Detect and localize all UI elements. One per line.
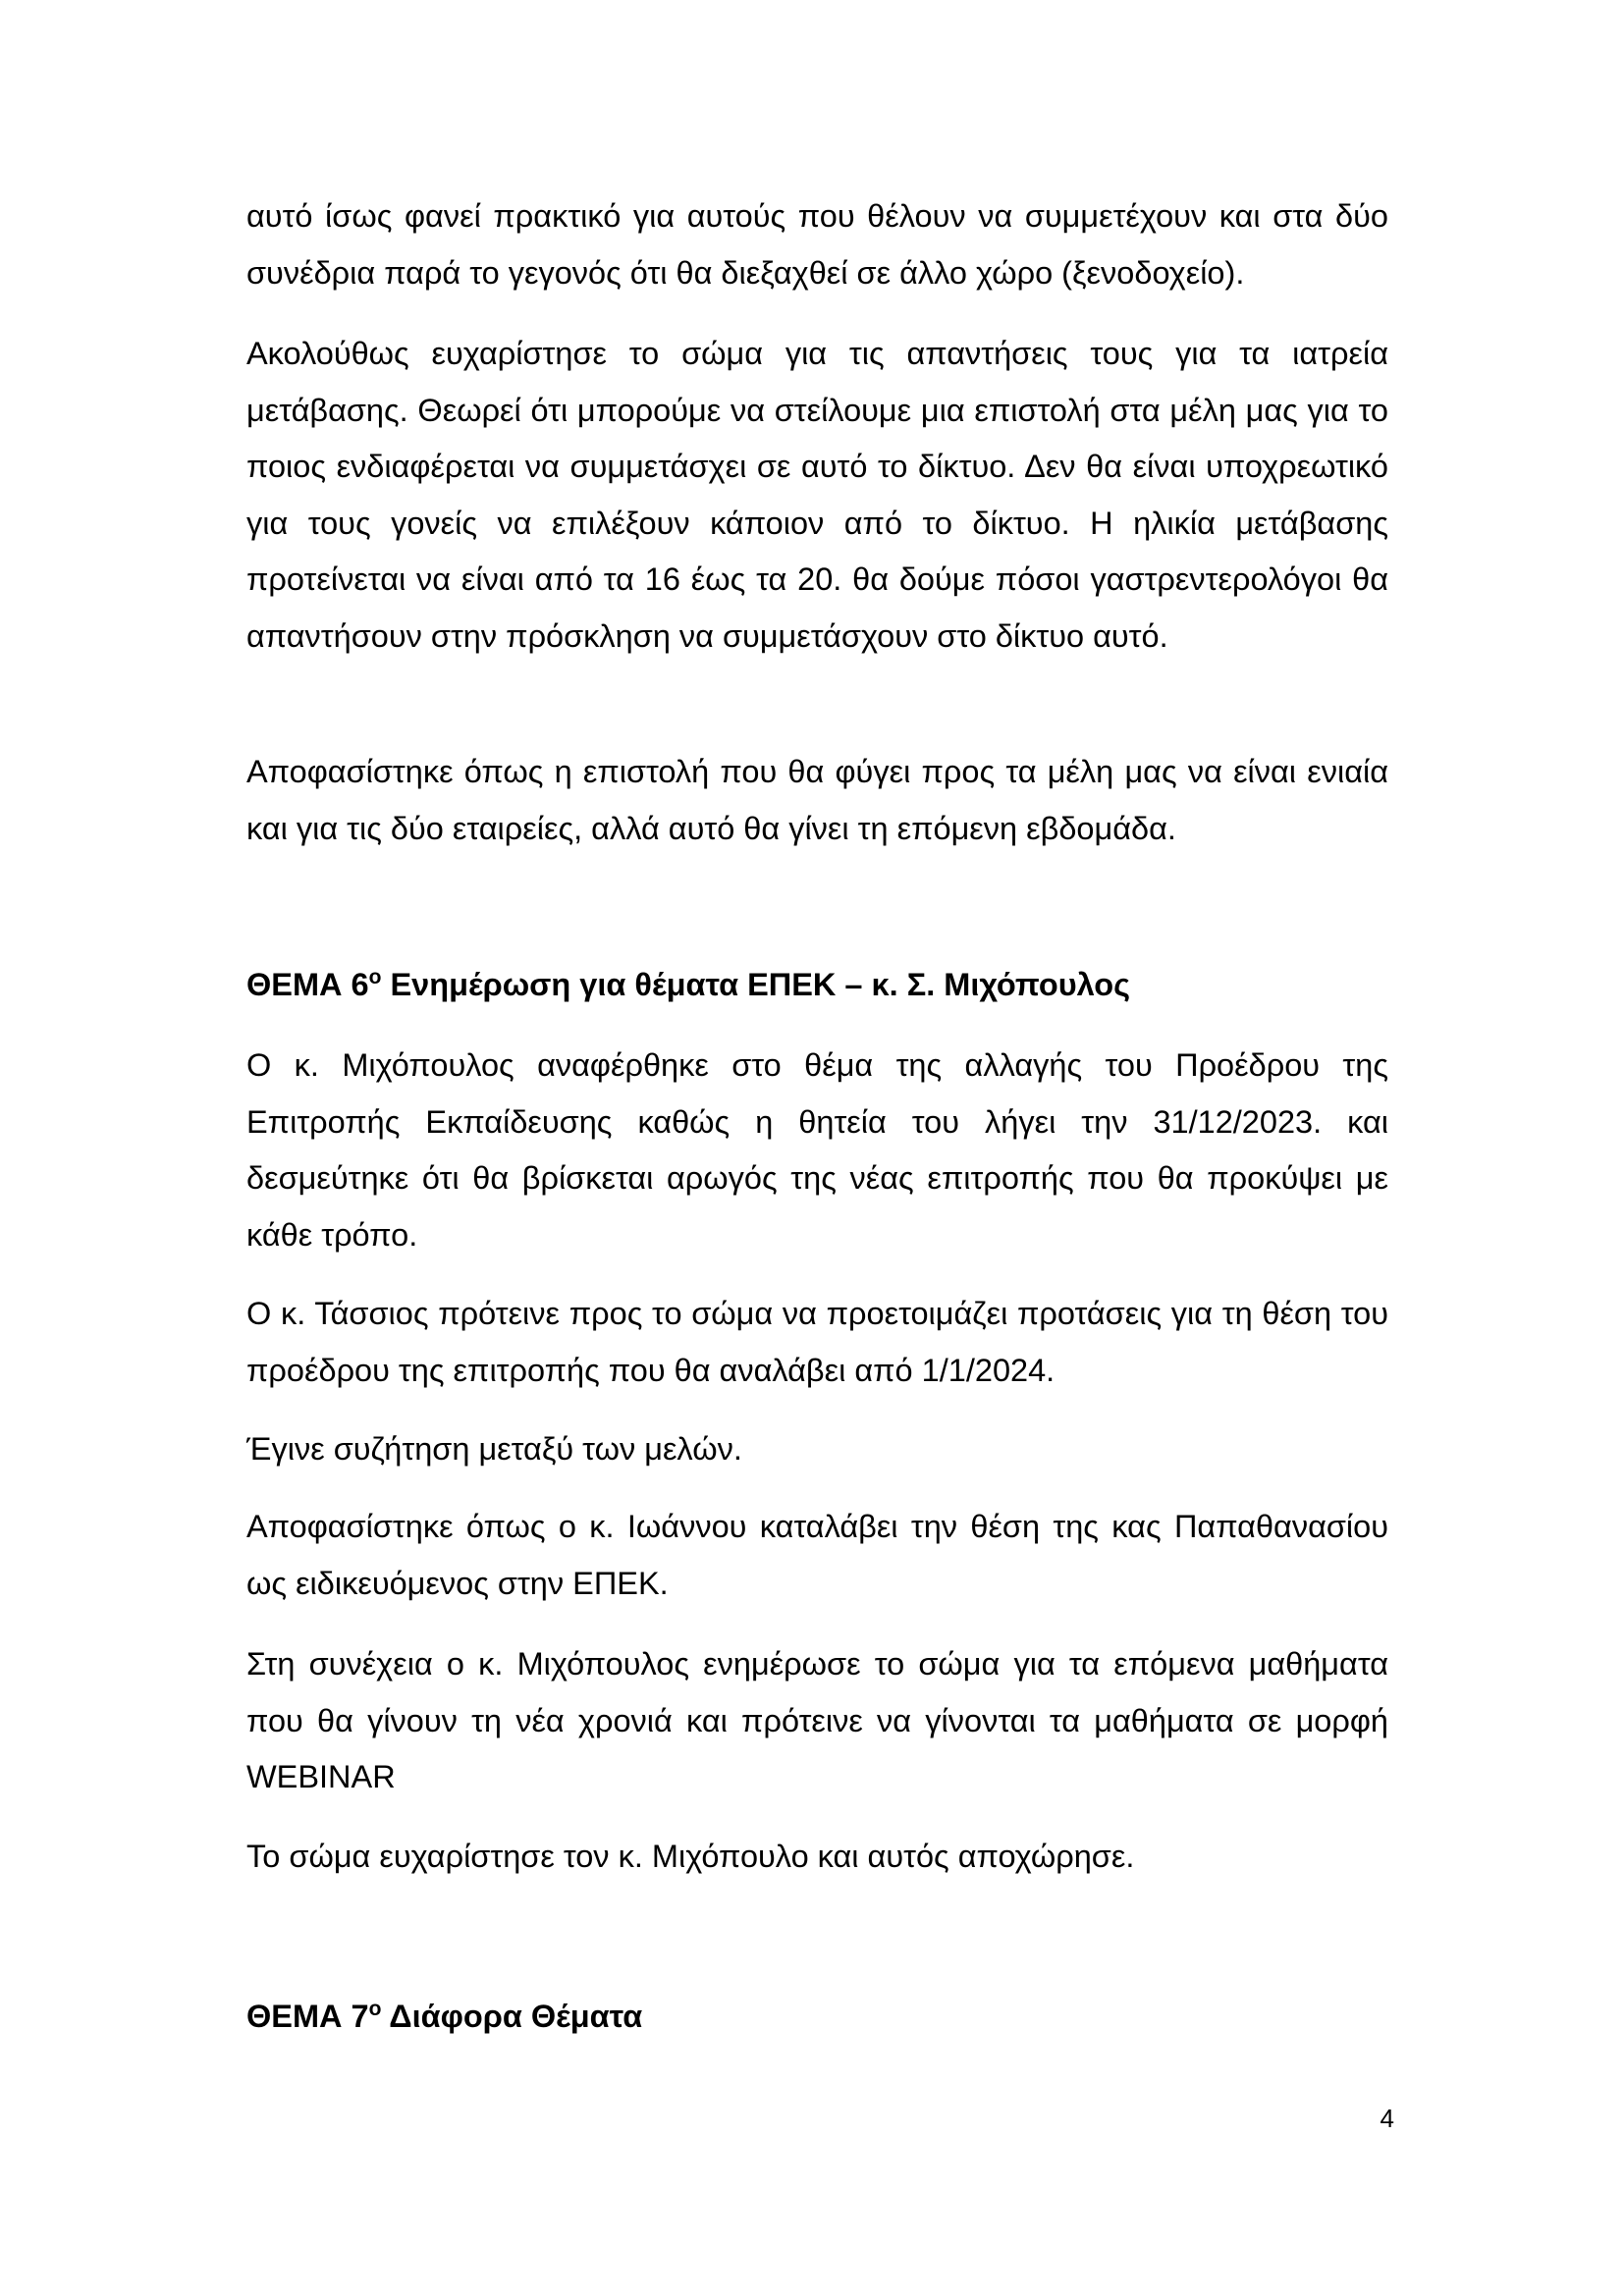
section-6-heading xyxy=(246,957,1388,1014)
paragraph-tassios-proposal: Ο κ. Τάσσιος πρότεινε προς το σώμα να προετοιμάζει προτάσεις για τη θέση του προέδρου της επιτροπής που θα αναλάβει από 1/1/2024. xyxy=(246,1296,1388,1388)
paragraph-ioannou-decision: Αποφασίστηκε όπως ο κ. Ιωάννου καταλάβει την θέση της κας Παπαθανασίου ως ειδικευόμενος στην ΕΠΕΚ. xyxy=(246,1509,1388,1601)
section-7-prefix: ΘΕΜΑ 7 xyxy=(246,1999,369,2034)
paragraph-discussion: Έγινε συζήτηση μεταξύ των μελών. xyxy=(246,1431,742,1467)
paragraph-transition-clinics: Ακολούθως ευχαρίστησε το σώμα για τις απαντήσεις τους για τα ιατρεία μετάβασης. Θεωρεί ότι μπορούμε να στείλουμε μια επιστολή στα μέλη μας για το ποιος ενδιαφέρεται να συμμετάσχει σε αυτό το δίκτυο. Δεν θα είναι υποχρεωτικό για τους γονείς να επιλέξουν κάποιον από το δίκτυο. Η ηλικία μετάβασης προτείνεται να είναι από τα 16 έως τα 20. θα δούμε πόσοι γαστρεντερολόγοι θα απαντήσουν στην πρόσκληση να συμμετάσχουν στο δίκτυο αυτό. xyxy=(246,336,1388,654)
section-7-heading xyxy=(246,1989,1388,2046)
page-number: 4 xyxy=(1380,2104,1394,2133)
section-7-title: Διάφορα Θέματα xyxy=(381,1999,643,2034)
paragraph-president-change: Ο κ. Μιχόπουλος αναφέρθηκε στο θέμα της αλλαγής του Προέδρου της Επιτροπής Εκπαίδευσης καθώς η θητεία του λήγει την 31/12/2023. και δεσμεύτηκε ότι θα βρίσκεται αρωγός της νέας επιτροπής που θα προκύψει με κάθε τρόπο. xyxy=(246,1047,1388,1253)
paragraph-joint-letter-decision: Αποφασίστηκε όπως η επιστολή που θα φύγει προς τα μέλη μας να είναι ενιαία και για τις δύο εταιρείες, αλλά αυτό θα γίνει τη επόμενη εβδομάδα. xyxy=(246,754,1388,846)
section-6-prefix: ΘΕΜΑ 6 xyxy=(246,967,369,1002)
paragraph-conference-venue: αυτό ίσως φανεί πρακτικό για αυτούς που θέλουν να συμμετέχουν και στα δύο συνέδρια παρά το γεγονός ότι θα διεξαχθεί σε άλλο χώρο (ξενοδοχείο). xyxy=(246,198,1388,291)
section-6-title: Ενημέρωση για θέματα ΕΠΕΚ – κ. Σ. Μιχόπουλος xyxy=(381,967,1131,1002)
paragraph-webinar-lessons: Στη συνέχεια ο κ. Μιχόπουλος ενημέρωσε το σώμα για τα επόμενα μαθήματα που θα γίνουν τη νέα χρονιά και πρότεινε να γίνονται τα μαθήματα σε μορφή WEBINAR xyxy=(246,1646,1388,1794)
section-6-ordinal: ο xyxy=(368,966,382,988)
paragraph-michopoulos-departure: Το σώμα ευχαρίστησε τον κ. Μιχόπουλο και αυτός αποχώρησε. xyxy=(246,1839,1135,1874)
section-7-ordinal: ο xyxy=(368,1998,382,2020)
